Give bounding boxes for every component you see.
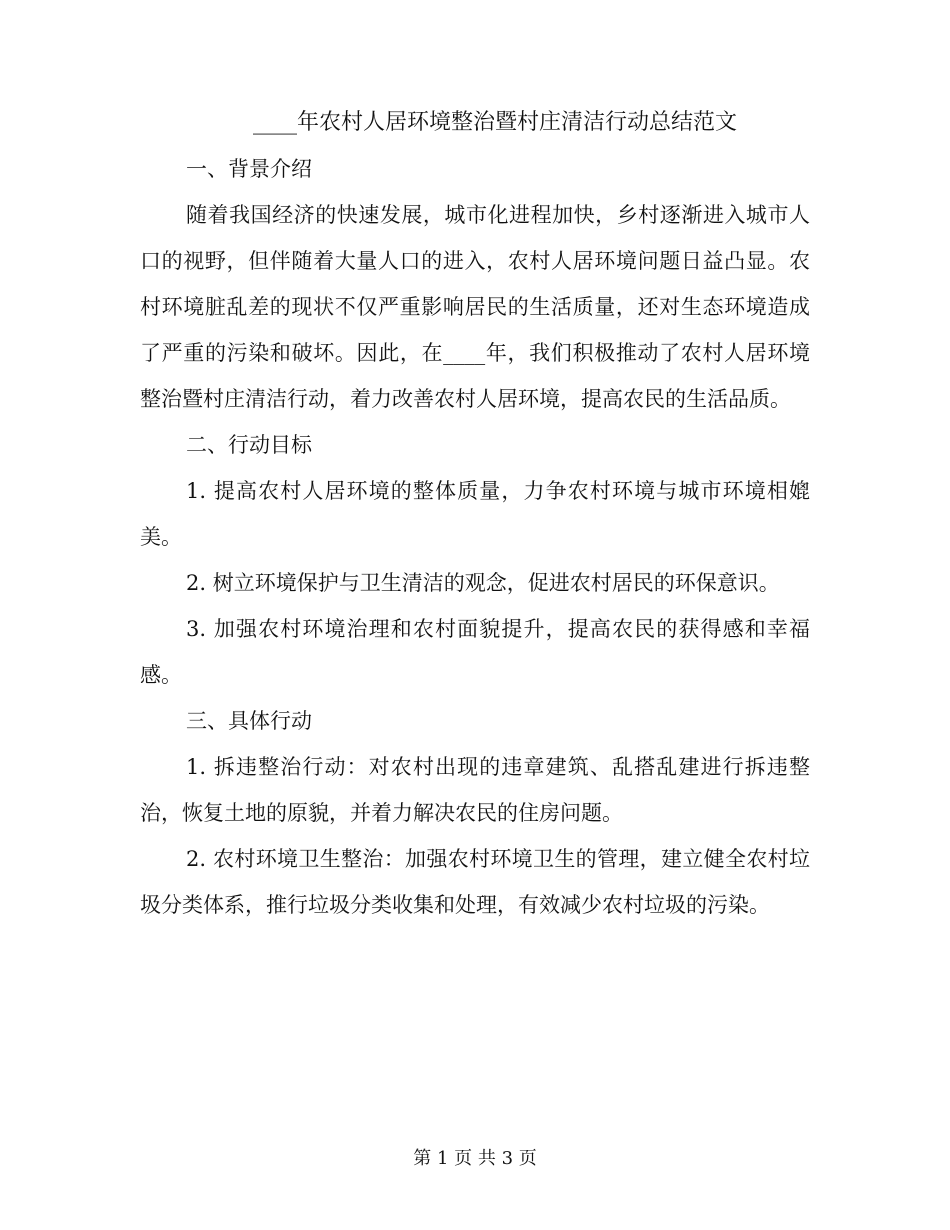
section-heading: 一、背景介绍 — [186, 157, 312, 181]
section-heading: 三、具体行动 — [186, 709, 312, 733]
section-heading: 二、行动目标 — [186, 433, 312, 457]
section-paragraph: 2. 农村环境卫生整治：加强农村环境卫生的管理，建立健全农村垃圾分类体系，推行垃圾分类收集和处理，有效减少农村垃圾的污染。 — [140, 847, 810, 917]
document-body — [140, 100, 810, 928]
section-paragraph: 1. 提高农村人居环境的整体质量，力争农村环境与城市环境相媲美。 — [140, 479, 810, 549]
section-paragraph: 3. 加强农村环境治理和农村面貌提升，提高农民的获得感和幸福感。 — [140, 617, 810, 687]
page-number-footer: 第 1 页 共 3 页 — [413, 1148, 537, 1169]
section-paragraph: 2. 树立环境保护与卫生清洁的观念，促进农村居民的环保意识。 — [186, 571, 780, 595]
document-title: ____年农村人居环境整治暨村庄清洁行动总结范文 — [252, 110, 737, 135]
section-paragraph: 1. 拆违整治行动：对农村出现的违章建筑、乱搭乱建进行拆违整治，恢复土地的原貌，并着力解决农民的住房问题。 — [140, 755, 810, 825]
section-paragraph: 随着我国经济的快速发展，城市化进程加快，乡村逐渐进入城市人口的视野，但伴随着大量人口的进入，农村人居环境问题日益凸显。农村环境脏乱差的现状不仅严重影响居民的生活质量，还对生态环境造成了严重的污染和破坏。因此，在____年，我们积极推动了农村人居环境整治暨村庄清洁行动，着力改善农村人居环境，提高农民的生活品质。 — [140, 203, 810, 411]
